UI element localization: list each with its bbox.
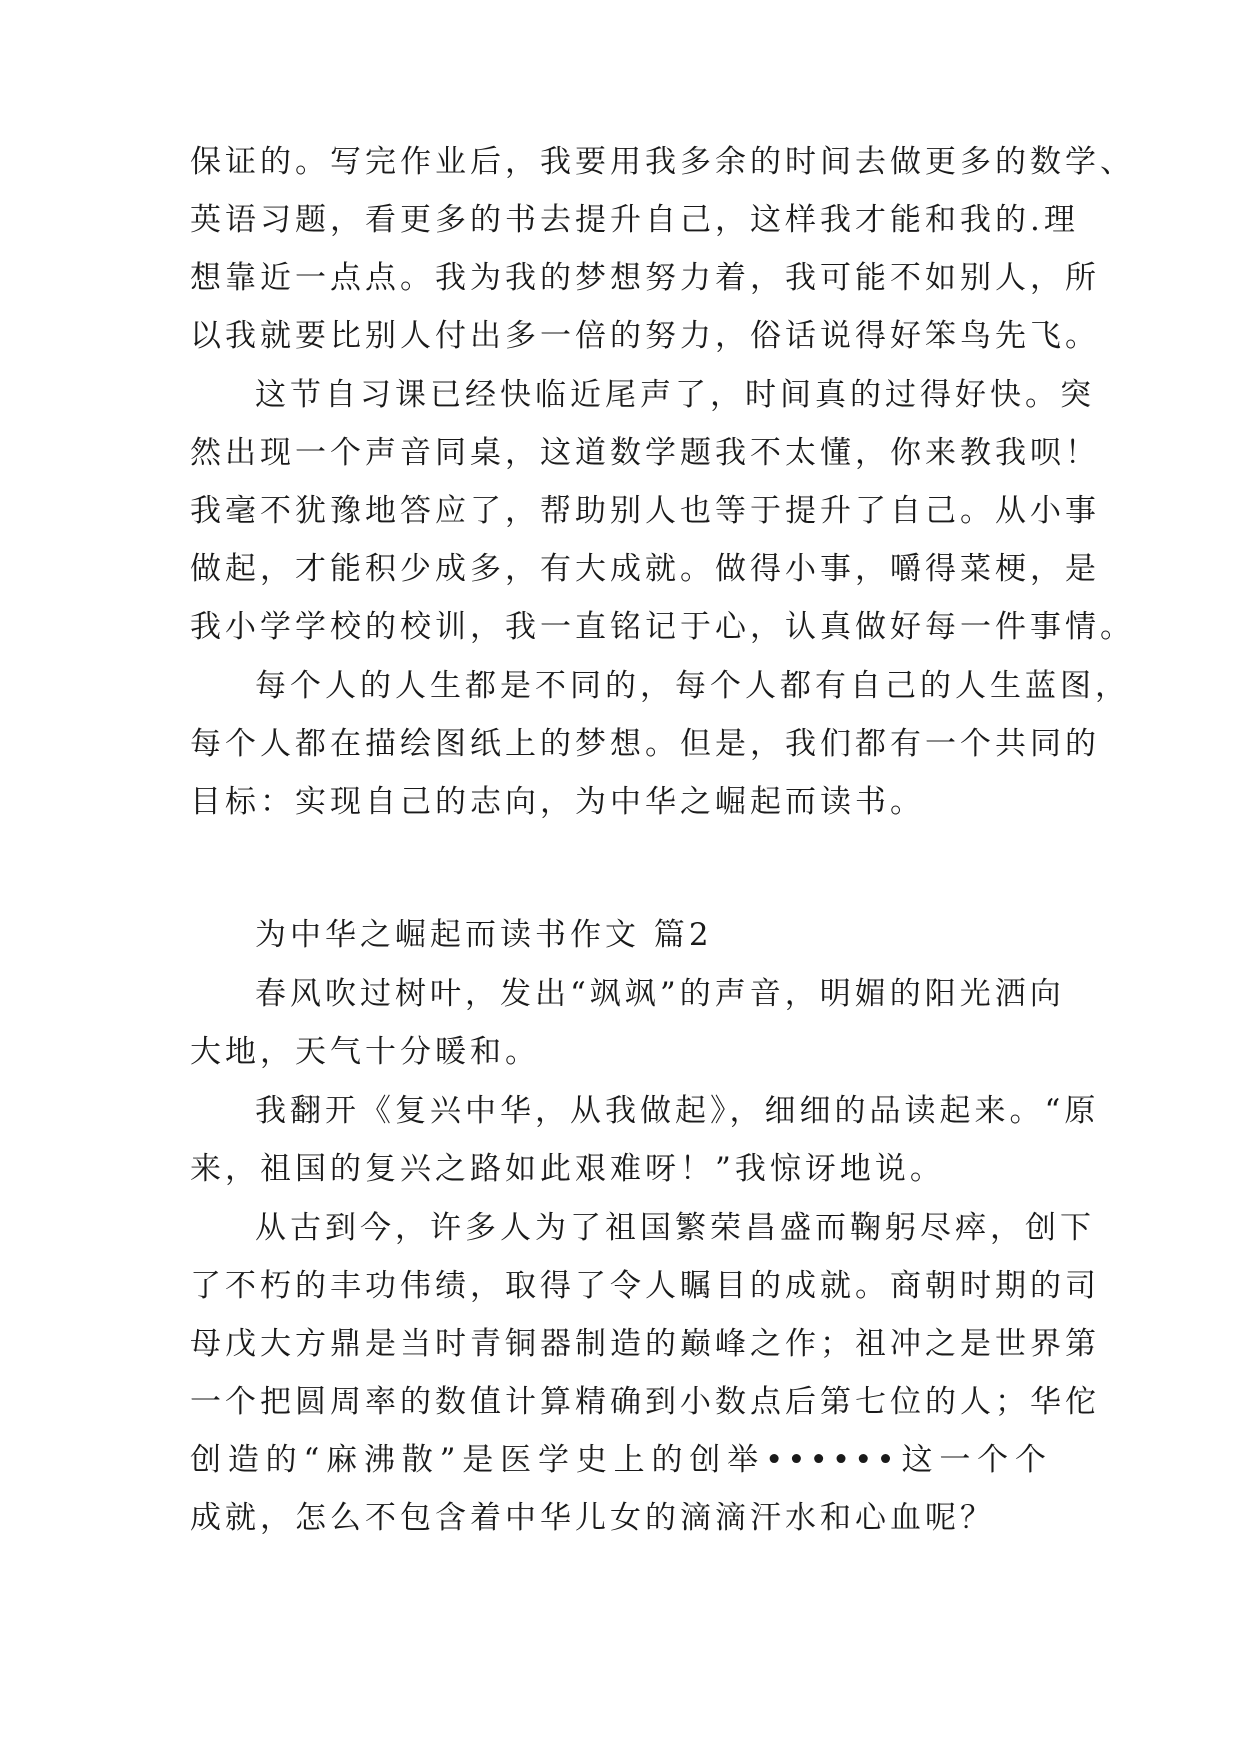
text-line: 目标：实现自己的志向，为中华之崛起而读书。 [190, 784, 925, 820]
text-line: 母戊大方鼎是当时青铜器制造的巅峰之作；祖冲之是世界第 [190, 1326, 1100, 1362]
text-line: 每个人都在描绘图纸上的梦想。但是，我们都有一个共同的 [190, 726, 1100, 762]
text-line: 了不朽的丰功伟绩，取得了令人瞩目的成就。商朝时期的司 [190, 1268, 1100, 1304]
text-line: 想靠近一点点。我为我的梦想努力着，我可能不如别人，所 [190, 260, 1100, 296]
text-line: 然出现一个声音同桌，这道数学题我不太懂，你来教我呗！ [190, 435, 1100, 471]
text-line: 每个人的人生都是不同的，每个人都有自己的人生蓝图， [255, 668, 1130, 704]
text-line: 这节自习课已经快临近尾声了，时间真的过得好快。突 [255, 377, 1095, 413]
text-line: 从古到今，许多人为了祖国繁荣昌盛而鞠躬尽瘁，创下 [255, 1210, 1095, 1246]
text-line: 一个把圆周率的数值计算精确到小数点后第七位的人；华佗 [190, 1384, 1100, 1420]
text-line: 我毫不犹豫地答应了，帮助别人也等于提升了自己。从小事 [190, 493, 1100, 529]
text-line: 以我就要比别人付出多一倍的努力，俗话说得好笨鸟先飞。 [190, 318, 1100, 354]
text-line: 大地，天气十分暖和。 [190, 1034, 540, 1070]
text-line: 我翻开《复兴中华，从我做起》，细细的品读起来。“原 [255, 1093, 1100, 1129]
text-line: 创造的“麻沸散”是医学史上的创举••••••这一个个 [190, 1442, 1050, 1478]
text-line: 做起，才能积少成多，有大成就。做得小事，嚼得菜梗，是 [190, 551, 1100, 587]
text-line: 成就，怎么不包含着中华儿女的滴滴汗水和心血呢？ [190, 1500, 995, 1536]
text-line: 我小学学校的校训，我一直铭记于心，认真做好每一件事情。 [190, 609, 1135, 645]
section-heading: 为中华之崛起而读书作文 篇2 [255, 917, 713, 953]
text-line: 来，祖国的复兴之路如此艰难呀！”我惊讶地说。 [190, 1151, 945, 1187]
text-line: 英语习题，看更多的书去提升自己，这样我才能和我的.理 [190, 202, 1079, 238]
text-line: 保证的。写完作业后，我要用我多余的时间去做更多的数学、 [190, 144, 1135, 180]
text-line: 春风吹过树叶，发出“飒飒”的声音，明媚的阳光洒向 [255, 976, 1065, 1012]
